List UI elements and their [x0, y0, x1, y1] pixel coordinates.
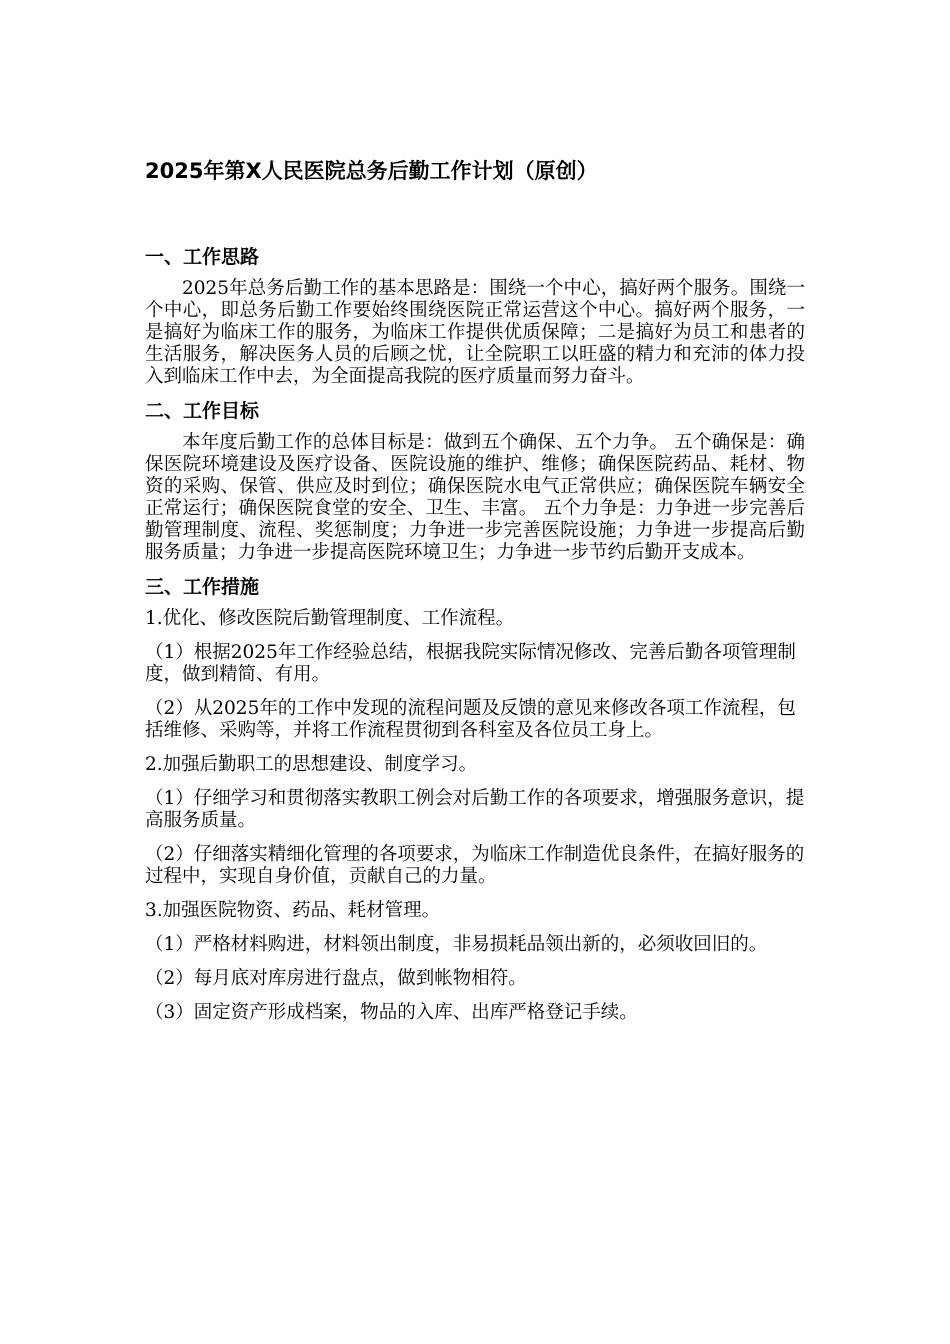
measure-item: （1）根据2025年工作经验总结，根据我院实际情况修改、完善后勤各项管理制度，做到精简、有用。 [145, 642, 796, 685]
measure-item: 2.加强后勤职工的思想建设、制度学习。 [145, 754, 478, 775]
measure-item: （1）仔细学习和贯彻落实教职工例会对后勤工作的各项要求，增强服务意识，提高服务质量。 [145, 788, 805, 831]
measure-item: 3.加强医院物资、药品、耗材管理。 [145, 900, 441, 921]
measure-item: （3）固定资产形成档案，物品的入库、出库严格登记手续。 [145, 1002, 638, 1023]
measure-item: （2）仔细落实精细化管理的各项要求，为临床工作制造优良条件，在搞好服务的过程中，实现自身价值，贡献自己的力量。 [145, 844, 805, 887]
section-heading-work-measures: 三、工作措施 [145, 576, 260, 598]
measure-item: 1.优化、修改医院后勤管理制度、工作流程。 [145, 608, 515, 629]
measure-item: （2）每月底对库房进行盘点，做到帐物相符。 [145, 968, 527, 989]
measure-item: （2）从2025年的工作中发现的流程问题及反馈的意见来修改各项工作流程，包括维修、采购等，并将工作流程贯彻到各科室及各位员工身上。 [145, 698, 796, 741]
section-heading-work-goals: 二、工作目标 [145, 400, 260, 422]
section-paragraph-work-approach: 2025年总务后勤工作的基本思路是：围绕一个中心，搞好两个服务。围绕一个中心，即总务后勤工作要始终围绕医院正常运营这个中心。搞好两个服务，一是搞好为临床工作的服务，为临床工作提供优质保障；二是搞好为员工和患者的生活服务，解决医务人员的后顾之忧，让全院职工以旺盛的精力和充沛的体力投入到临床工作中去，为全面提高我院的医疗质量而努力奋斗。 [145, 278, 805, 387]
section-paragraph-work-goals: 本年度后勤工作的总体目标是：做到五个确保、五个力争。 五个确保是：确保医院环境建设及医疗设备、医院设施的维护、维修；确保医院药品、耗材、物资的采购、保管、供应及时到位；确保医院水电气正常供应；确保医院车辆安全正常运行；确保医院食堂的安全、卫生、丰富。 五个力争是：力争进一步完善后勤管理制度、流程、奖惩制度；力争进一步完善医院设施；力争进一步提高后勤服务质量；力争进一步提高医院环境卫生；力争进一步节约后勤开支成本。 [145, 432, 805, 563]
section-heading-work-approach: 一、工作思路 [145, 246, 260, 268]
document-title: 2025年第X人民医院总务后勤工作计划（原创） [145, 159, 598, 183]
document-body [145, 156, 805, 1036]
measure-item: （1）严格材料购进，材料领出制度，非易损耗品领出新的，必须收回旧的。 [145, 934, 768, 955]
